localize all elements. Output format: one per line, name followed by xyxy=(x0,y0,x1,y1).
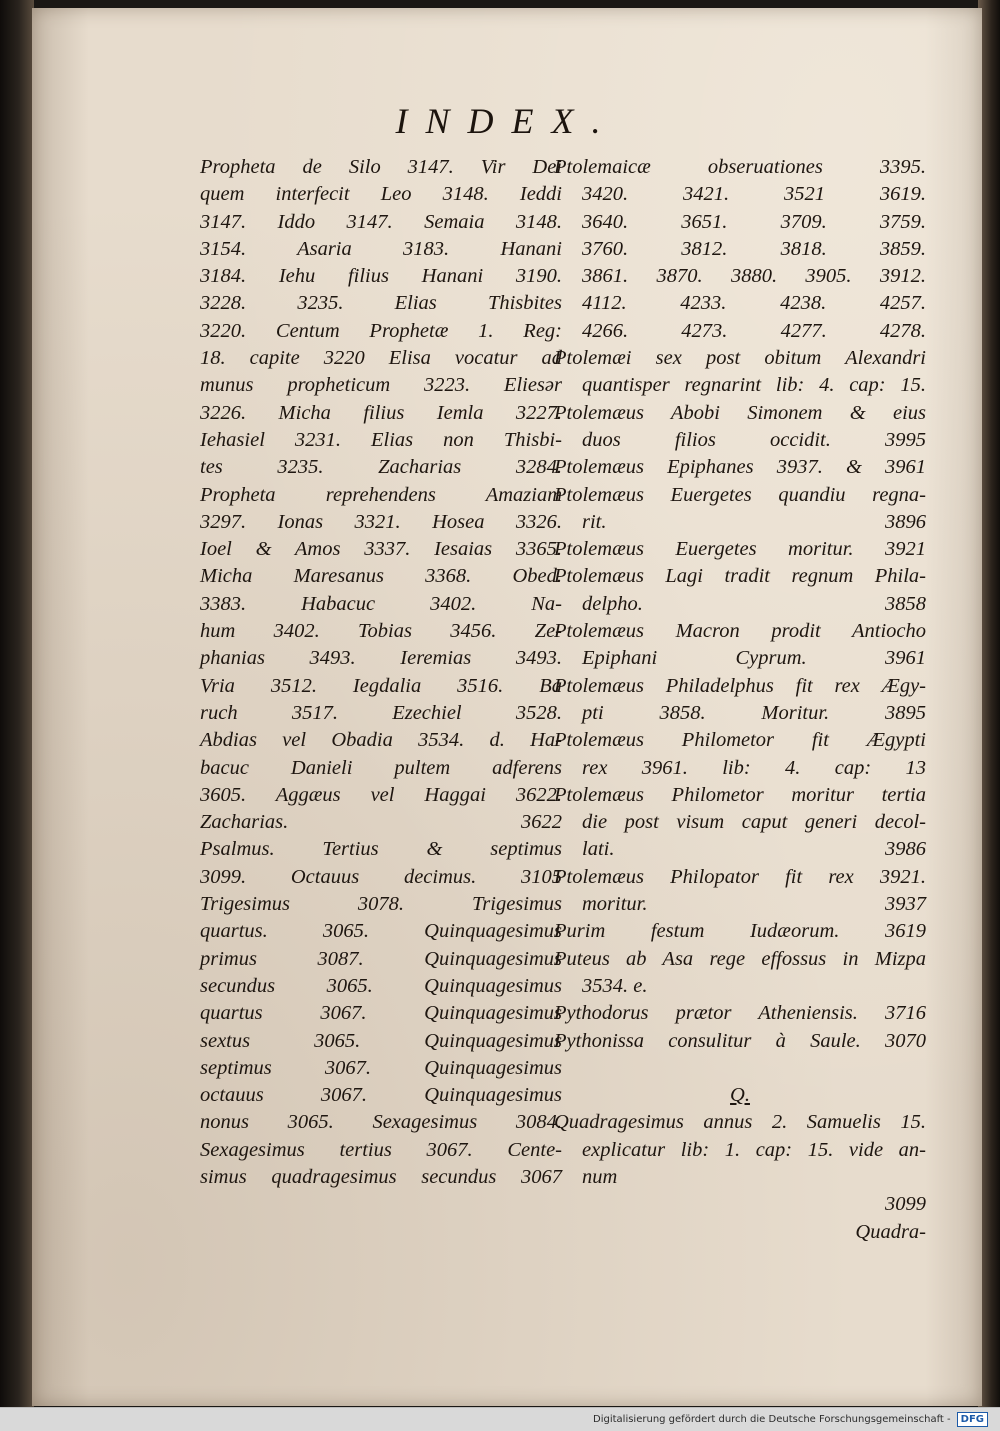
index-line: hum 3402. Tobias 3456. Ze- xyxy=(200,620,562,643)
index-line: 3226. Micha filius Iemla 3227. xyxy=(200,401,562,424)
index-line: tes 3235. Zacharias 3284. xyxy=(200,456,562,479)
index-line: Quadragesimus annus 2. Samuelis 15. xyxy=(554,1111,926,1134)
index-line: Ptolemæi sex post obitum Alexandri xyxy=(554,347,926,370)
index-line: 3099. Octauus decimus. 3105 xyxy=(200,865,562,888)
index-line: 3297. Ionas 3321. Hosea 3326. xyxy=(200,510,562,533)
index-line: bacuc Danieli pultem adferens xyxy=(200,756,562,779)
index-line: munus propheticum 3223. Eliesər xyxy=(200,374,562,397)
index-line: Ptolemaicæ obseruationes 3395. xyxy=(554,156,926,178)
index-line: 3228. 3235. Elias Thisbites xyxy=(200,292,562,315)
index-line: Propheta de Silo 3147. Vir Dei xyxy=(200,156,562,178)
index-line: 3147. Iddo 3147. Semaia 3148. xyxy=(200,210,562,233)
catchword: Quadra- xyxy=(855,1220,926,1243)
index-line: primus 3087. Quinquagesimus xyxy=(200,947,562,970)
digitization-footer xyxy=(0,1407,1000,1431)
index-line: rex 3961. lib: 4. cap: 13 xyxy=(582,756,926,779)
book-page xyxy=(32,8,982,1406)
index-line: 3760. 3812. 3818. 3859. xyxy=(582,237,926,260)
index-line: 3184. Iehu filius Hanani 3190. xyxy=(200,265,562,288)
index-column-left xyxy=(200,154,562,1191)
dfg-logo-icon: DFG xyxy=(957,1412,988,1427)
index-line: 3640. 3651. 3709. 3759. xyxy=(582,210,926,233)
index-line: 3420. 3421. 3521 3619. xyxy=(582,183,926,206)
index-line: 3383. Habacuc 3402. Na- xyxy=(200,592,562,615)
index-line: Ptolemæus Philopator fit rex 3921. xyxy=(554,865,926,888)
index-line: 3099 xyxy=(885,1193,926,1216)
index-column-right xyxy=(554,154,926,1246)
index-line: Abdias vel Obadia 3534. d. Ha- xyxy=(200,729,562,752)
index-line: Ptolemæus Epiphanes 3937. & 3961 xyxy=(554,456,926,479)
index-line: ruch 3517. Ezechiel 3528. xyxy=(200,701,562,724)
index-line: lati. 3986 xyxy=(582,838,926,861)
index-line: Iehasiel 3231. Elias non Thisbi- xyxy=(200,428,562,451)
index-line: 4266. 4273. 4277. 4278. xyxy=(582,319,926,342)
index-line: Trigesimus 3078. Trigesimus xyxy=(200,893,562,916)
index-line: 3534. e. xyxy=(582,974,648,997)
index-line: quem interfecit Leo 3148. Ieddi xyxy=(200,183,562,206)
index-line: Pythonissa consulitur à Saule. 3070 xyxy=(554,1029,926,1052)
index-line: quantisper regnarint lib: 4. cap: 15. xyxy=(582,374,926,397)
index-line: phanias 3493. Ieremias 3493. xyxy=(200,647,562,670)
index-line: 18. capite 3220 Elisa vocatur ad xyxy=(200,347,562,370)
index-line: Ptolemæus Philometor fit Ægypti xyxy=(554,729,926,752)
index-line: explicatur lib: 1. cap: 15. vide an- xyxy=(582,1138,926,1161)
index-line: Propheta reprehendens Amaziam xyxy=(200,483,562,506)
index-line: Ptolemæus Philometor moritur tertia xyxy=(554,783,926,806)
index-line: Ptolemæus Lagi tradit regnum Phila- xyxy=(554,565,926,588)
index-line: Vria 3512. Iegdalia 3516. Ba xyxy=(200,674,562,697)
index-line: Ptolemæus Philadelphus fit rex Ægy- xyxy=(554,674,926,697)
section-letter-q: Q. xyxy=(730,1084,750,1107)
index-line: num xyxy=(582,1165,618,1188)
footer-credit: Digitalisierung gefördert durch die Deutsche Forschungsgemeinschaft - xyxy=(593,1414,951,1425)
index-line: Ioel & Amos 3337. Iesaias 3365. xyxy=(200,538,562,561)
index-line: sextus 3065. Quinquagesimus xyxy=(200,1029,562,1052)
index-line: moritur. 3937 xyxy=(582,893,926,916)
index-line-blank xyxy=(554,1055,926,1082)
index-line: Epiphani Cyprum. 3961 xyxy=(582,647,926,670)
index-line: duos filios occidit. 3995 xyxy=(582,428,926,451)
index-line: pti 3858. Moritur. 3895 xyxy=(582,701,926,724)
index-line: 3861. 3870. 3880. 3905. 3912. xyxy=(582,265,926,288)
index-line: Micha Maresanus 3368. Obed. xyxy=(200,565,562,588)
index-line: Purim festum Iudæorum. 3619 xyxy=(554,920,926,943)
page-title: INDEX. xyxy=(395,101,619,141)
index-line: Puteus ab Asa rege effossus in Mizpa xyxy=(554,947,926,970)
index-line: septimus 3067. Quinquagesimus xyxy=(200,1056,562,1079)
index-line: Pythodorus prætor Atheniensis. 3716 xyxy=(554,1002,926,1025)
index-line: Ptolemæus Euergetes quandiu regna- xyxy=(554,483,926,506)
index-line: 3154. Asaria 3183. Hanani xyxy=(200,237,562,260)
index-line: Ptolemæus Euergetes moritur. 3921 xyxy=(554,538,926,561)
index-line: 3605. Aggæus vel Haggai 3622. xyxy=(200,783,562,806)
index-line: rit. 3896 xyxy=(582,510,926,533)
index-line: Psalmus. Tertius & septimus xyxy=(200,838,562,861)
index-line: nonus 3065. Sexagesimus 3084. xyxy=(200,1111,562,1134)
index-line: Sexagesimus tertius 3067. Cente- xyxy=(200,1138,562,1161)
index-line: secundus 3065. Quinquagesimus xyxy=(200,974,562,997)
index-line: octauus 3067. Quinquagesimus xyxy=(200,1084,562,1107)
book-edge-left xyxy=(0,0,34,1408)
index-line: Ptolemæus Macron prodit Antiocho xyxy=(554,620,926,643)
index-line: 3220. Centum Prophetæ 1. Reg: xyxy=(200,319,562,342)
index-line: delpho. 3858 xyxy=(582,592,926,615)
index-line: quartus. 3065. Quinquagesimus xyxy=(200,920,562,943)
index-line: die post visum caput generi decol- xyxy=(582,811,926,834)
index-line: Ptolemæus Abobi Simonem & eius xyxy=(554,401,926,424)
index-line: simus quadragesimus secundus 3067 xyxy=(200,1165,562,1188)
index-line: 4112. 4233. 4238. 4257. xyxy=(582,292,926,315)
index-line: Zacharias. 3622 xyxy=(200,811,562,834)
index-line: quartus 3067. Quinquagesimus xyxy=(200,1002,562,1025)
